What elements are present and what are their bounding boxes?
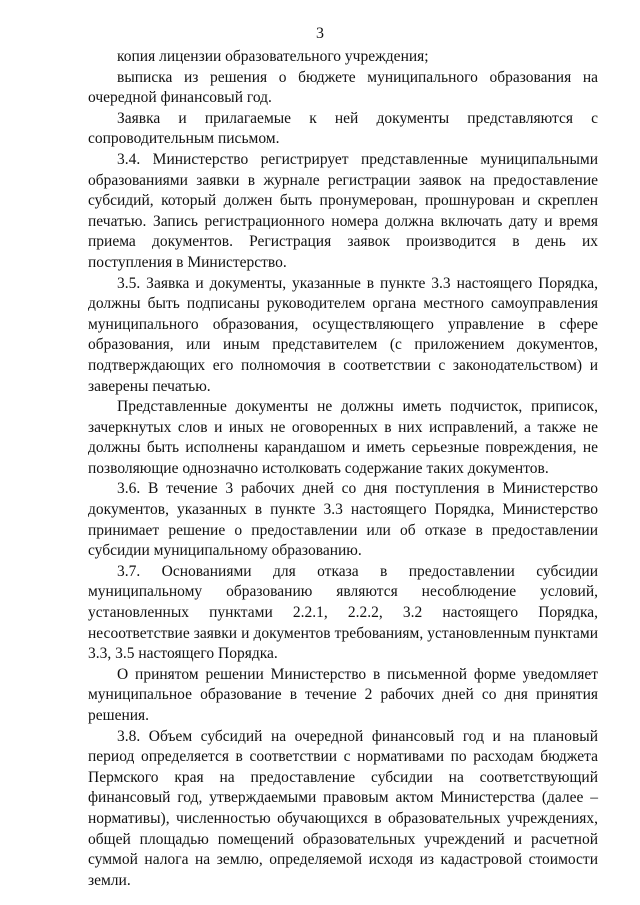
page-number: 3 (316, 25, 324, 42)
paragraph-clause-3-5: 3.5. Заявка и документы, указанные в пункте 3.3 настоящего Порядка, должны быть подписаны руководителем органа местного самоуправления муниципального образования, осуществляющего управление в сфере образования, или иным представителем (с приложением документов, подтверждающих его полномочия в соответствии с законодательством) и заверены печатью. (88, 274, 598, 395)
document-body (88, 47, 598, 891)
paragraph-budget-extract: выписка из решения о бюджете муниципального образования на очередной финансовый год. (88, 68, 598, 107)
paragraph-clause-3-7: 3.7. Основаниями для отказа в предоставлении субсидии муниципальному образованию являются несоблюдение условий, установленных пунктами 2.2.1, 2.2.2, 3.2 настоящего Порядка, несоответствие заявки и документов требованиям, установленным пунктами 3.3, 3.5 настоящего Порядка. (88, 562, 598, 663)
paragraph-license-copy: копия лицензии образовательного учреждения; (117, 48, 429, 65)
paragraph-document-requirements: Представленные документы не должны иметь подчисток, приписок, зачеркнутых слов и иных не оговоренных в них исправлений, а также не должны быть исполнены карандашом и иметь серьезные повреждения, не позволяющие однозначно истолковать содержание таких документов. (88, 398, 598, 477)
paragraph-clause-3-4: 3.4. Министерство регистрирует представленные муниципальными образованиями заявки в журнале регистрации заявок на предоставление субсидий, который должен быть пронумерован, прошнурован и скреплен печатью. Запись регистрационного номера должна включать дату и время приема документов. Регистрация заявок производится в день их поступления в Министерство. (88, 150, 598, 271)
paragraph-clause-3-8: 3.8. Объем субсидий на очередной финансовый год и на плановый период определяется в соответствии с нормативами по расходам бюджета Пермского края на предоставление субсидии на соответствующий финансовый год, утверждаемыми правовым актом Министерства (далее – нормативы), численностью обучающихся в образовательных учреждениях, общей площадью помещений образовательных учреждений и расчетной суммой налога на землю, определяемой исходя из кадастровой стоимости земли. (88, 727, 598, 889)
paragraph-decision-notice: О принятом решении Министерство в письменной форме уведомляет муниципальное образование в течение 2 рабочих дней со дня принятия решения. (88, 665, 598, 724)
paragraph-cover-letter: Заявка и прилагаемые к ней документы представляются с сопроводительным письмом. (88, 109, 598, 148)
paragraph-clause-3-6: 3.6. В течение 3 рабочих дней со дня поступления в Министерство документов, указанных в пункте 3.3 настоящего Порядка, Министерство принимает решение о предоставлении или об отказе в предоставлении субсидии муниципальному образованию. (88, 480, 598, 560)
